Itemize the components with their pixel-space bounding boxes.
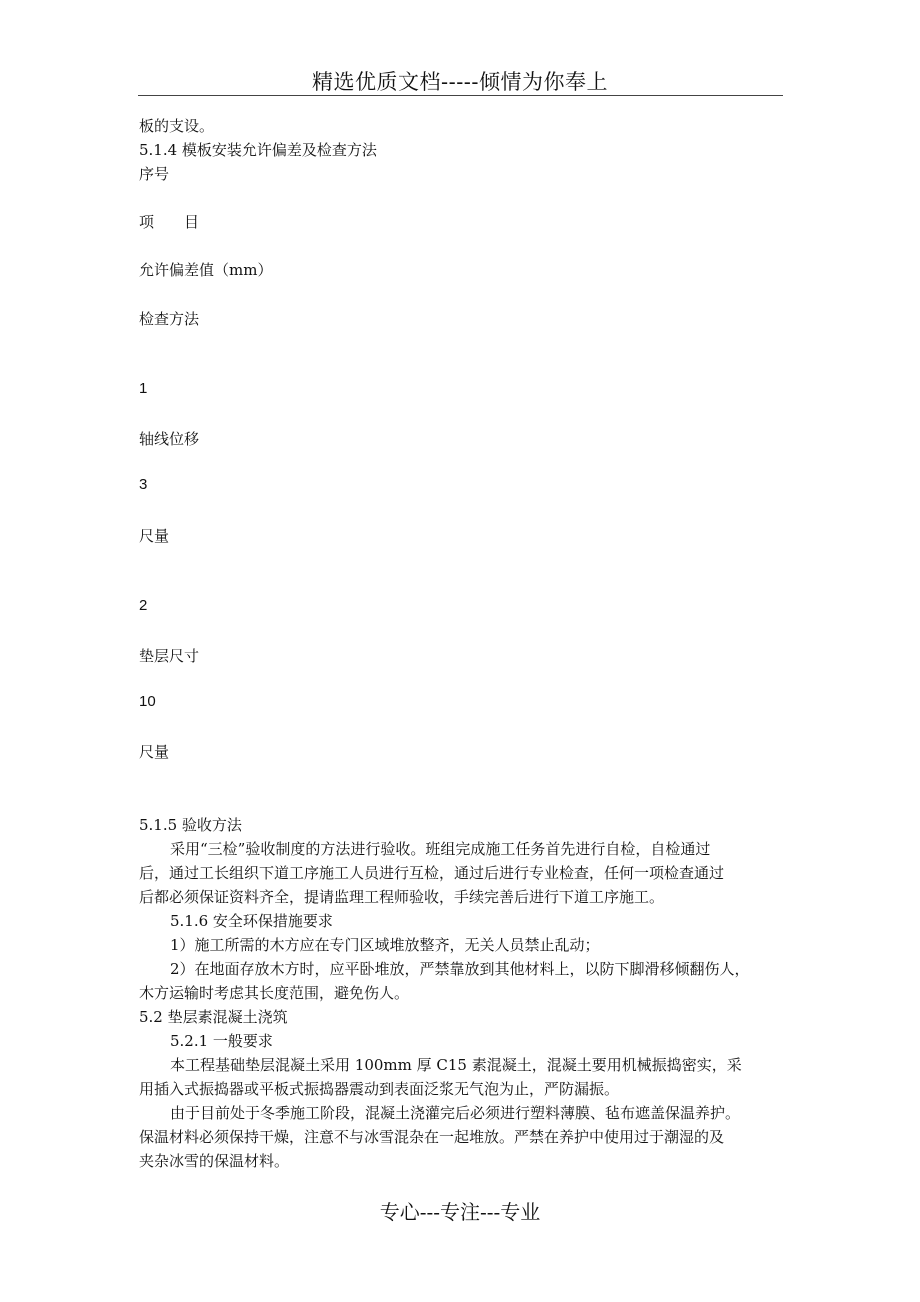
section-5-2-1-para-line: 夹杂冰雪的保温材料。: [139, 1152, 290, 1170]
table-row-1-item: 轴线位移: [139, 430, 200, 448]
header-divider: [138, 95, 783, 96]
section-5-2-1-heading: 5.2.1 一般要求: [170, 1032, 273, 1050]
table-row-2-tolerance: 10: [139, 693, 156, 710]
section-5-2-1-para-line: 保温材料必须保持干燥，注意不与冰雪混杂在一起堆放。严禁在养护中使用过于潮湿的及: [139, 1128, 725, 1146]
section-5-1-6-item-2-cont: 木方运输时考虑其长度范围，避免伤人。: [139, 984, 410, 1002]
table-header-method: 检查方法: [139, 310, 200, 328]
table-row-2-method: 尺量: [139, 743, 170, 761]
section-5-2-1-para-line: 本工程基础垫层混凝土采用 100mm 厚 C15 素混凝土，混凝土要用机械振捣密实，采: [170, 1056, 742, 1074]
page-header-title: 精选优质文档-----倾情为你奉上: [312, 70, 608, 94]
section-5-2-heading: 5.2 垫层素混凝土浇筑: [139, 1008, 288, 1026]
section-5-2-1-para-line: 由于目前处于冬季施工阶段，混凝土浇灌完后必须进行塑料薄膜、毡布遮盖保温养护。: [170, 1104, 741, 1122]
table-header-tolerance: 允许偏差值（mm）: [139, 261, 273, 279]
page-footer: 专心---专注---专业: [379, 1200, 541, 1224]
section-5-1-6-item-1: 1）施工所需的木方应在专门区域堆放整齐，无关人员禁止乱动；: [170, 936, 600, 954]
section-5-1-5-para-line: 采用“三检”验收制度的方法进行验收。班组完成施工任务首先进行自检，自检通过: [170, 840, 711, 858]
table-header-seq: 序号: [139, 165, 170, 183]
section-5-1-6-heading: 5.1.6 安全环保措施要求: [170, 912, 333, 930]
section-5-1-6-item-2: 2）在地面存放木方时，应平卧堆放，严禁靠放到其他材料上，以防下脚滑移倾翻伤人，: [170, 960, 750, 978]
section-5-1-5-para-line: 后都必须保证资料齐全，提请监理工程师验收，手续完善后进行下道工序施工。: [139, 888, 665, 906]
intro-text: 板的支设。: [139, 117, 215, 135]
table-row-1-tolerance: 3: [139, 476, 148, 493]
table-row-2-seq: 2: [139, 597, 148, 614]
table-row-1-method: 尺量: [139, 527, 170, 545]
section-5-1-5-para-line: 后，通过工长组织下道工序施工人员进行互检，通过后进行专业检查，任何一项检查通过: [139, 864, 725, 882]
section-5-2-1-para-line: 用插入式振捣器或平板式振捣器震动到表面泛浆无气泡为止，严防漏振。: [139, 1080, 620, 1098]
table-header-item: 项 目: [139, 213, 200, 231]
table-row-1-seq: 1: [139, 380, 148, 397]
section-5-1-5-heading: 5.1.5 验收方法: [139, 816, 242, 834]
table-row-2-item: 垫层尺寸: [139, 647, 200, 665]
section-5-1-4-heading: 5.1.4 模板安装允许偏差及检查方法: [139, 141, 377, 159]
